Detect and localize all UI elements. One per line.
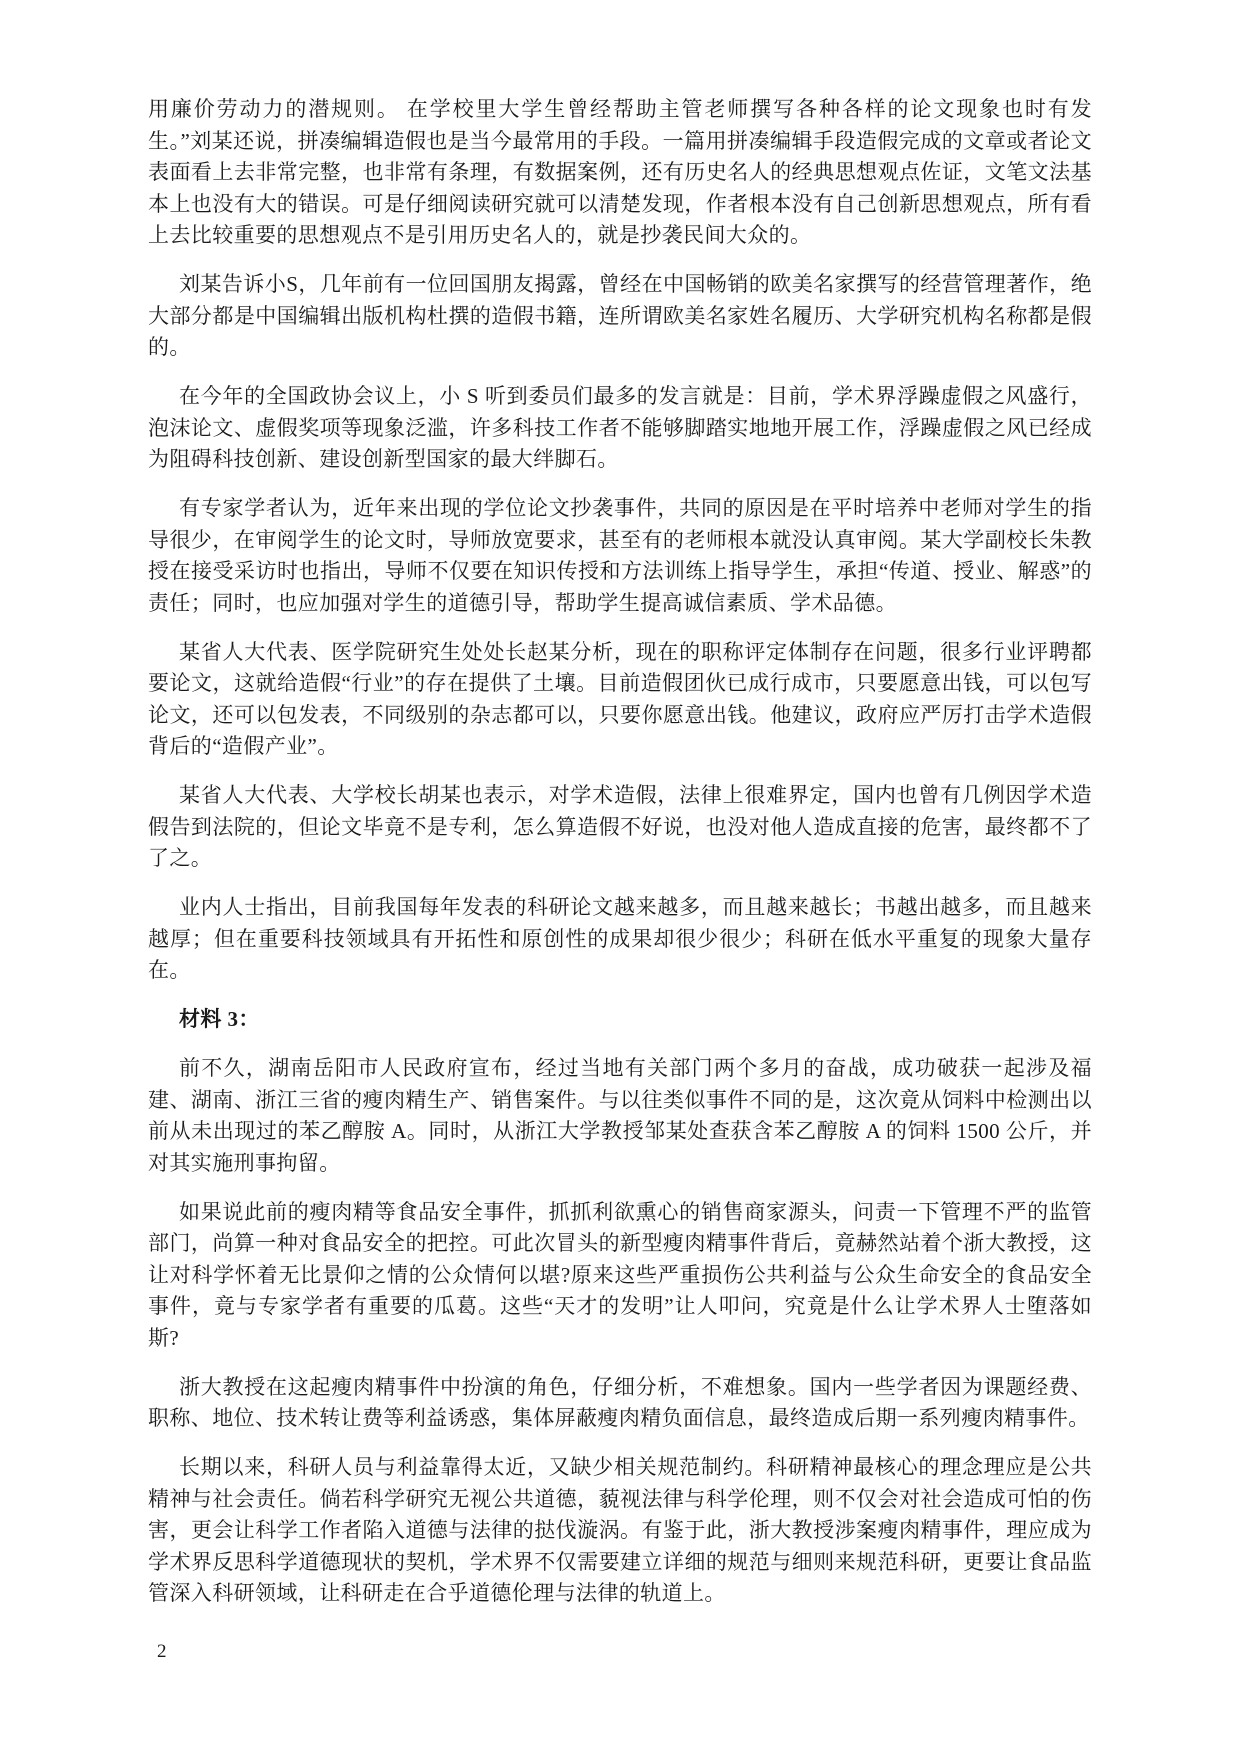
paragraph: 某省人大代表、大学校长胡某也表示，对学术造假，法律上很难界定，国内也曾有几例因学术造假告到法院的，但论文毕竟不是专利，怎么算造假不好说，也没对他人造成直接的危害，最终都不了了之。 (148, 783, 1092, 870)
paragraph: 刘某告诉小S，几年前有一位回国朋友揭露，曾经在中国畅销的欧美名家撰写的经营管理著作，绝大部分都是中国编辑出版机构杜撰的造假书籍，连所谓欧美名家姓名履历、大学研究机构名称都是假的。 (148, 272, 1092, 359)
paragraph: 有专家学者认为，近年来出现的学位论文抄袭事件，共同的原因是在平时培养中老师对学生的指导很少，在审阅学生的论文时，导师放宽要求，甚至有的老师根本就没认真审阅。某大学副校长朱教授在接受采访时也指出，导师不仅要在知识传授和方法训练上指导学生，承担“传道、授业、解惑”的责任；同时，也应加强对学生的道德引导，帮助学生提高诚信素质、学术品德。 (148, 496, 1092, 615)
paragraph: 长期以来，科研人员与利益靠得太近，又缺少相关规范制约。科研精神最核心的理念理应是公共精神与社会责任。倘若科学研究无视公共道德，藐视法律与科学伦理，则不仅会对社会造成可怕的伤害，更会让科学工作者陷入道德与法律的挞伐漩涡。有鉴于此，浙大教授涉案瘦肉精事件，理应成为学术界反思科学道德现状的契机，学术界不仅需要建立详细的规范与细则来规范科研，更要让食品监管深入科研领域，让科研走在合乎道德伦理与法律的轨道上。 (148, 1455, 1092, 1605)
paragraph: 如果说此前的瘦肉精等食品安全事件，抓抓利欲熏心的销售商家源头，问责一下管理不严的监管部门，尚算一种对食品安全的把控。可此次冒头的新型瘦肉精事件背后，竟赫然站着个浙大教授，这让对科学怀着无比景仰之情的公众情何以堪?原来这些严重损伤公共利益与公众生命安全的食品安全事件，竟与专家学者有重要的瓜葛。这些“天才的发明”让人叩问，究竟是什么让学术界人士堕落如斯? (148, 1199, 1092, 1350)
paragraph-continued: 用廉价劳动力的潜规则。 在学校里大学生曾经帮助主管老师撰写各种各样的论文现象也时有发生。”刘某还说，拼凑编辑造假也是当今最常用的手段。一篇用拼凑编辑手段造假完成的文章或者论文表面看上去非常完整，也非常有条理，有数据案例，还有历史名人的经典思想观点佐证，文笔文法基本上也没有大的错误。可是仔细阅读研究就可以清楚发现，作者根本没有自己创新思想观点，所有看上去比较重要的思想观点不是引用历史名人的，就是抄袭民间大众的。 (148, 97, 1092, 247)
paragraph: 在今年的全国政协会议上，小 S 听到委员们最多的发言就是：目前，学术界浮躁虚假之风盛行，泡沫论文、虚假奖项等现象泛滥，许多科技工作者不能够脚踏实地地开展工作，浮躁虚假之风已经成为阻碍科技创新、建设创新型国家的最大绊脚石。 (148, 384, 1092, 471)
paragraph: 前不久，湖南岳阳市人民政府宣布，经过当地有关部门两个多月的奋战，成功破获一起涉及福建、湖南、浙江三省的瘦肉精生产、销售案件。与以往类似事件不同的是，这次竟从饲料中检测出以前从未出现过的苯乙醇胺 A。同时，从浙江大学教授邹某处查获含苯乙醇胺 A 的饲料 1500 公斤，并对其实施刑事拘留。 (148, 1056, 1092, 1175)
paragraph: 某省人大代表、医学院研究生处处长赵某分析，现在的职称评定体制存在问题，很多行业评聘都要论文，这就给造假“行业”的存在提供了土壤。目前造假团伙已成行成市，只要愿意出钱，可以包写论文，还可以包发表，不同级别的杂志都可以，只要你愿意出钱。他建议，政府应严厉打击学术造假背后的“造假产业”。 (148, 639, 1092, 758)
text-column (148, 94, 1092, 1627)
paragraph: 浙大教授在这起瘦肉精事件中扮演的角色，仔细分析，不难想象。国内一些学者因为课题经费、职称、地位、技术转让费等利益诱惑，集体屏蔽瘦肉精负面信息，最终造成后期一系列瘦肉精事件。 (148, 1374, 1092, 1430)
paragraph: 业内人士指出，目前我国每年发表的科研论文越来越多，而且越来越长；书越出越多，而且越来越厚；但在重要科技领域具有开拓性和原创性的成果却很少很少；科研在低水平重复的现象大量存在。 (148, 895, 1092, 982)
page-number: 2 (157, 1641, 167, 1662)
section-heading: 材料 3： (179, 1007, 260, 1031)
